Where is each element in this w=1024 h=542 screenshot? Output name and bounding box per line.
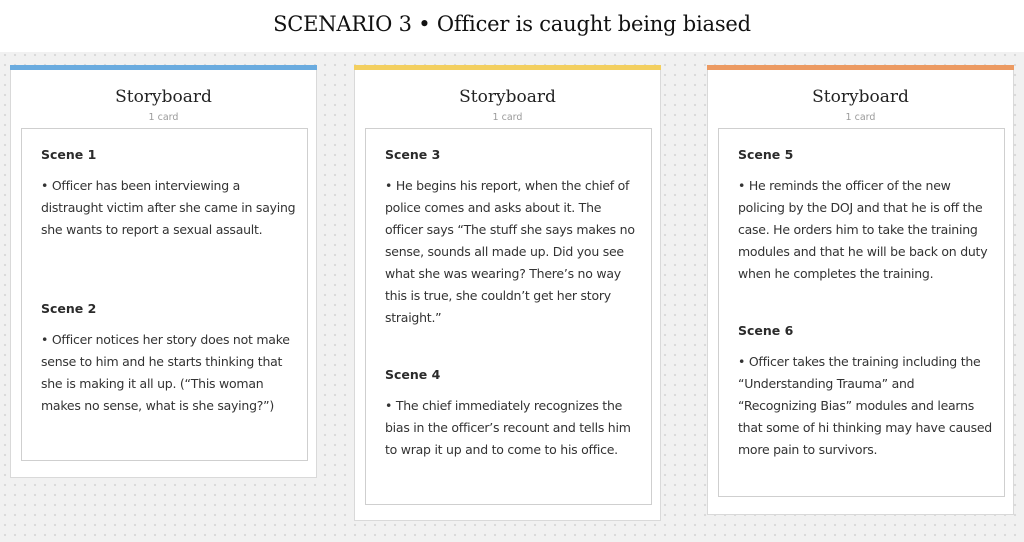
- scene-block: [41, 145, 297, 241]
- scene-text: • Officer takes the training including the “Understanding Trauma” and “Recognizing Bias” modules and learns that some of hi thinking may have caused more pain to survivors.: [738, 354, 992, 457]
- story-card[interactable]: [21, 128, 308, 461]
- scene-heading: Scene 3: [385, 147, 441, 162]
- scene-text: • Officer notices her story does not make sense to him and he starts thinking that she is making it all up. (“This woman makes no sense, what is she saying?”): [41, 332, 290, 413]
- scene-heading: Scene 1: [41, 147, 97, 162]
- storyboard-column-1[interactable]: [10, 65, 317, 478]
- scene-text: • He begins his report, when the chief of police comes and asks about it. The officer says “The stuff she says makes no sense, sounds all made up. Did you see what she was wearing? There’s no way this is true, she couldn’t get her story straight.”: [385, 178, 635, 325]
- scene-heading: Scene 5: [738, 147, 794, 162]
- scene-heading: Scene 6: [738, 323, 794, 338]
- board-card-count: 1 card: [148, 112, 179, 123]
- scene-block: [738, 145, 994, 285]
- board-card-count: 1 card: [845, 112, 876, 123]
- board-title: Storyboard: [459, 87, 556, 107]
- scene-heading: Scene 2: [41, 301, 97, 316]
- board-accent-bar: [10, 65, 317, 70]
- story-card[interactable]: [718, 128, 1005, 497]
- board-card-count: 1 card: [492, 112, 523, 123]
- storyboard-column-3[interactable]: [707, 65, 1014, 515]
- page-title: SCENARIO 3 • Officer is caught being biased: [273, 12, 751, 36]
- scene-block: [385, 365, 641, 461]
- board-accent-bar: [354, 65, 661, 70]
- scene-block: [738, 321, 994, 461]
- board-title: Storyboard: [812, 87, 909, 107]
- scene-text: • He reminds the officer of the new policing by the DOJ and that he is off the case. He orders him to take the training modules and that he will be back on duty when he completes the training.: [738, 178, 988, 281]
- scene-text: • The chief immediately recognizes the bias in the officer’s recount and tells him to wrap it up and to come to his office.: [385, 398, 631, 457]
- scene-block: [385, 145, 641, 329]
- board-accent-bar: [707, 65, 1014, 70]
- board-title: Storyboard: [115, 87, 212, 107]
- title-bar: [0, 0, 1024, 52]
- story-card[interactable]: [365, 128, 652, 505]
- scene-heading: Scene 4: [385, 367, 441, 382]
- storyboard-column-2[interactable]: [354, 65, 661, 521]
- scene-text: • Officer has been interviewing a distraught victim after she came in saying she wants to report a sexual assault.: [41, 178, 296, 237]
- scene-block: [41, 299, 297, 417]
